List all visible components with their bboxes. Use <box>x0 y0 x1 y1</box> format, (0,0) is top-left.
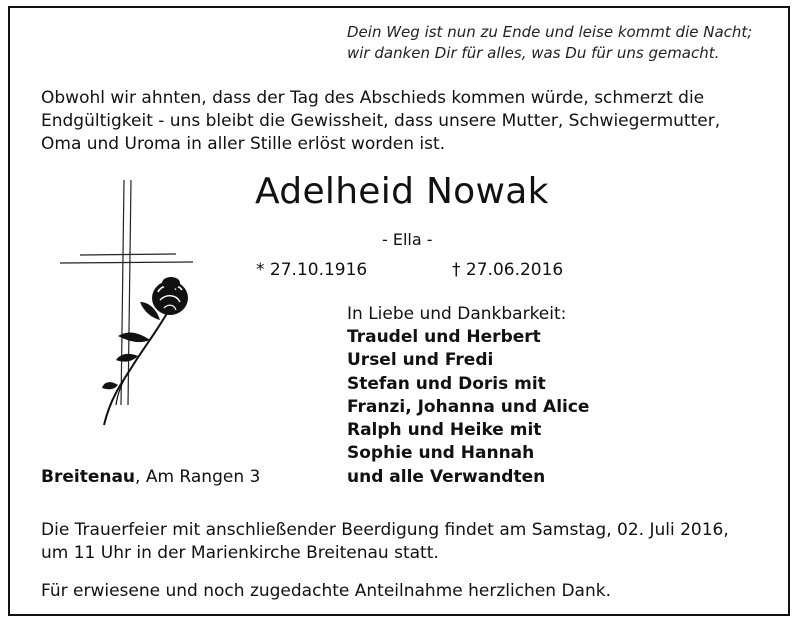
death-date: † 27.06.2016 <box>452 260 564 280</box>
deceased-nickname: - Ella - <box>382 230 433 249</box>
mourner-entry: Ralph und Heike mit <box>347 420 542 441</box>
address-town: Breitenau <box>41 467 136 487</box>
deceased-name: Adelheid Nowak <box>255 171 549 212</box>
mourner-entry: Stefan und Doris mit <box>347 373 546 394</box>
address-street: , Am Rangen 3 <box>135 467 261 487</box>
cross-with-rose-icon <box>58 180 198 440</box>
intro-line: Oma und Uroma in aller Stille erlöst worden ist. <box>41 134 446 154</box>
mourner-entry: und alle Verwandten <box>347 466 546 487</box>
funeral-info <box>41 519 771 565</box>
intro-line: Obwohl wir ahnten, dass der Tag des Abschieds kommen würde, schmerzt die <box>41 88 705 108</box>
intro-line: Endgültigkeit - uns bleibt die Gewissheit, dass unsere Mutter, Schwiegermutter, <box>41 111 721 131</box>
mourner-entry: Traudel und Herbert <box>347 327 541 347</box>
birth-date: * 27.10.1916 <box>256 260 368 280</box>
mourner-entry: Franzi, Johanna und Alice <box>347 396 590 417</box>
intro-text <box>41 87 771 156</box>
mourner-entry: Sophie und Hannah <box>347 443 535 464</box>
mourners-list <box>347 326 589 489</box>
closing-thanks: Für erwiesene und noch zugedachte Anteilnahme herzlichen Dank. <box>41 581 611 601</box>
verse <box>347 22 777 64</box>
address <box>41 467 260 487</box>
mourners-intro: In Liebe und Dankbarkeit: <box>347 304 567 324</box>
funeral-line: Die Trauerfeier mit anschließender Beerdigung findet am Samstag, 02. Juli 2016, <box>41 520 729 540</box>
verse-line: wir danken Dir für alles, was Du für uns gemacht. <box>347 44 720 62</box>
mourner-entry: Ursel und Fredi <box>347 350 494 371</box>
funeral-line: um 11 Uhr in der Marienkirche Breitenau statt. <box>41 543 439 563</box>
verse-line: Dein Weg ist nun zu Ende und leise kommt die Nacht; <box>347 23 753 41</box>
